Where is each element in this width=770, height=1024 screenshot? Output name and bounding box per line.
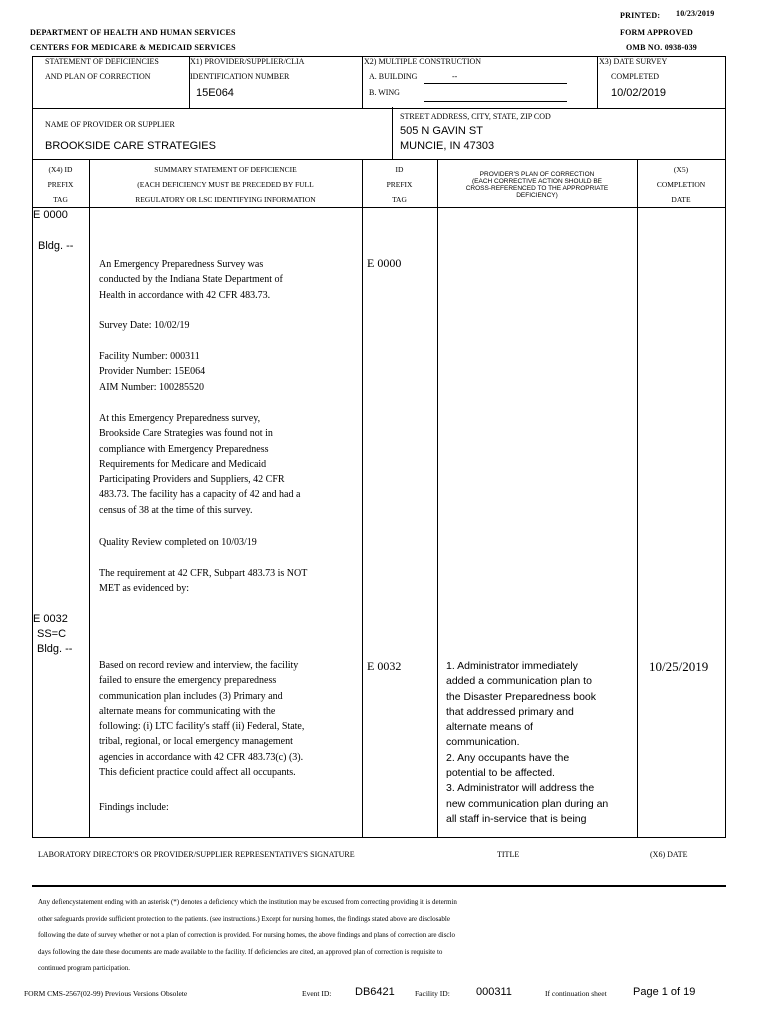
event-id-label: Event ID: [302, 989, 332, 998]
plan-of-correction-text: 1. Administrator immediately added a communication plan to the Disaster Preparedness book that addressed primary and alternate means of communication. 2. Any occupants have the potential to be affected. 3. Administrator will address the new communication plan during an all staff in-service that is being [446, 660, 609, 825]
footnote: Any defiencystatement ending with an asterisk (*) denotes a deficiency which the institution may be excused from correcting providing it is determin other safeguards provide sufficient protection to the patients. (see instructions.) Except for nursing homes, the findings stated above are disclosable following the date of survey whether or not a plan of correction is provided. For nursing homes, the above findings and plans of correction are disclo days following the date these documents are made available to the facility. If deficiencies are cited, an approved plan of correction is requisite to continued program participation. [38, 898, 457, 973]
completed-label: COMPLETED [611, 72, 659, 81]
department-title: DEPARTMENT OF HEALTH AND HUMAN SERVICES [30, 28, 236, 37]
date-label: (X6) DATE [650, 850, 688, 859]
summary-header: SUMMARY STATEMENT OF DEFICIENCIE (EACH DEFICIENCY MUST BE PRECEDED BY FULL REGULATORY OR LSC IDENTIFYING INFORMATION [135, 165, 316, 204]
plan-of-correction-label: AND PLAN OF CORRECTION [45, 72, 151, 81]
deficiency-statement: Based on record review and interview, the facility failed to ensure the emergency preparedness communication plan includes (3) Primary and alternate means for communicating with the following: (i) LTC facility's staff (ii) Federal, State, tribal, regional, or local emergency management agencies in accordance with 42 CFR 483.73(c) (3). This deficient practice could affect all occupants. [99, 660, 305, 779]
address-label: STREET ADDRESS, CITY, STATE, ZIP COD [400, 112, 551, 121]
x4-header: (X4) ID PREFIX TAG [47, 165, 74, 204]
x5-header: (X5) COMPLETION DATE [656, 165, 706, 204]
address-street: 505 N GAVIN ST [400, 125, 483, 137]
signature-label: LABORATORY DIRECTOR'S OR PROVIDER/SUPPLIER REPRESENTATIVE'S SIGNATURE [38, 850, 355, 859]
form-number: FORM CMS-2567(02-99) Previous Versions Obsolete [24, 989, 188, 998]
statement-label: STATEMENT OF DEFICIENCIES [45, 57, 159, 66]
provider-box [32, 107, 726, 160]
address-city: MUNCIE, IN 47303 [400, 140, 495, 152]
id-tag-2: E 0032 [367, 659, 402, 673]
x2-label: X2) MULTIPLE CONSTRUCTION [364, 57, 482, 66]
survey-date: Survey Date: 10/02/19 [99, 320, 190, 331]
building-tag-1: Bldg. -- [38, 240, 74, 252]
findings-include: Findings include: [99, 802, 169, 813]
printed-date: 10/23/2019 [676, 9, 715, 18]
completion-date: 10/25/2019 [649, 659, 709, 674]
event-id-value: DB6421 [355, 986, 395, 998]
building-label: A. BUILDING [369, 72, 418, 81]
x1-label: X1) PROVIDER/SUPPLIER/CLIA [190, 57, 305, 66]
provider-name-label: NAME OF PROVIDER OR SUPPLIER [45, 120, 175, 129]
printed-label: PRINTED: [620, 11, 661, 20]
id-tag-1: E 0000 [367, 256, 402, 270]
continuation-label: If continuation sheet [545, 989, 607, 998]
quality-review: Quality Review completed on 10/03/19 [99, 537, 257, 548]
survey-date-value: 10/02/2019 [611, 87, 667, 99]
page-number: Page 1 of 19 [633, 986, 696, 998]
omb-number: OMB NO. 0938-039 [626, 43, 697, 52]
prefix-tag-2: E 0032 SS=C Bldg. -- [33, 613, 73, 655]
x3-label: X3) DATE SURVEY [599, 57, 668, 66]
building-value: -- [452, 72, 458, 81]
prefix-tag-1: E 0000 [33, 209, 68, 221]
requirement-not-met: The requirement at 42 CFR, Subpart 483.73 is NOT MET as evidenced by: [99, 568, 308, 595]
facility-numbers: Facility Number: 000311 Provider Number: 15E064 AIM Number: 100285520 [99, 351, 206, 393]
wing-label: B. WING [369, 88, 400, 97]
id-header: ID PREFIX TAG [386, 165, 413, 204]
compliance-finding: At this Emergency Preparedness survey, Brookside Care Strategies was found not in compliance with Emergency Preparedness Requirements for Medicare and Medicaid Participating Providers and Suppliers, 42 CFR 483.73. The facility has a capacity of 42 and had a census of 38 at the time of this survey. [99, 413, 301, 516]
identification-number-label: IDENTIFICATION NUMBER [190, 72, 290, 81]
facility-id-label: Facility ID: [415, 989, 450, 998]
survey-intro: An Emergency Preparedness Survey was conducted by the Indiana State Department of Health in accordance with 42 CFR 483.73. [99, 259, 283, 301]
facility-id-value: 000311 [476, 986, 512, 998]
centers-title: CENTERS FOR MEDICARE & MEDICAID SERVICES [30, 43, 236, 52]
provider-id-value: 15E064 [196, 87, 234, 99]
plan-header: PROVIDER'S PLAN OF CORRECTION (EACH CORRECTIVE ACTION SHOULD BE CROSS-REFERENCED TO THE APPROPRIATE DEFICIENCY) [465, 171, 609, 199]
form-approved: FORM APPROVED [620, 28, 694, 37]
provider-name-value: BROOKSIDE CARE STRATEGIES [45, 140, 216, 152]
title-label: TITLE [497, 850, 520, 859]
